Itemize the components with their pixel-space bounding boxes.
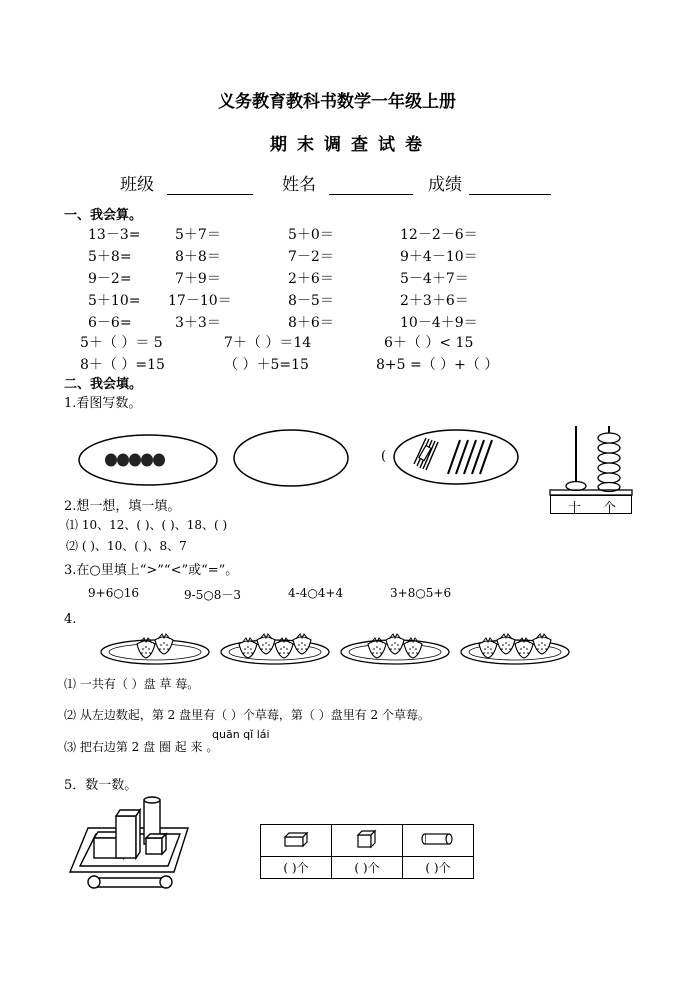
calc-item: 17－10＝: [168, 293, 232, 309]
strawberry-seed: [484, 648, 486, 650]
strawberry-seed: [283, 646, 285, 648]
strawberry-seed: [373, 648, 375, 650]
strawberry-seed: [391, 644, 393, 646]
strawberry-seed: [409, 648, 411, 650]
strawberry-seed: [145, 652, 147, 654]
fill-item: 8＋（ ）=15: [80, 357, 165, 373]
block-cart-figure: [66, 794, 206, 894]
strawberry-seed: [505, 648, 507, 650]
strawberry-seed: [379, 648, 381, 650]
strawberry-seed: [247, 646, 249, 648]
strawberry-seed: [520, 648, 522, 650]
strawberry-seed: [537, 648, 539, 650]
calc-item: 12－2－6＝: [400, 227, 478, 243]
shape-row: [261, 825, 474, 857]
strawberry-seed: [261, 648, 263, 650]
score-field: [428, 170, 551, 195]
strawberry-seed: [301, 648, 303, 650]
fill-item: 5＋（ ）＝ 5: [80, 335, 163, 351]
q4-pinyin: quān qǐ lái: [212, 728, 270, 741]
class-blank[interactable]: [167, 179, 253, 195]
strawberry-seed: [149, 652, 151, 654]
strawberry-seed: [376, 652, 378, 654]
strawberry-seed: [145, 646, 147, 648]
strawberry-seed: [298, 644, 300, 646]
strawberry-seed: [523, 652, 525, 654]
cylinder-cell: [403, 825, 474, 857]
strawberry-seed: [280, 648, 282, 650]
strawberry-seed: [244, 648, 246, 650]
calc-item: 5＋7＝: [175, 227, 221, 243]
strawberry-seed: [380, 652, 382, 654]
strawberry-seed: [544, 644, 546, 646]
calc-item: 5＋0＝: [288, 227, 334, 243]
strawberry-seed: [412, 652, 414, 654]
q3-label: 3.在○里填上“>”“<”或“=”。: [64, 563, 239, 578]
strawberry-seed: [287, 652, 289, 654]
name-blank[interactable]: [329, 179, 413, 195]
strawberry-seed: [163, 642, 165, 644]
section1-heading: 一、我会算。: [64, 208, 143, 223]
q1-paren: (: [381, 449, 387, 464]
q4-line: ⑴ 一共有（ ）盘 草 莓。: [64, 677, 200, 691]
strawberry-seed: [415, 648, 417, 650]
strawberry-seed: [526, 648, 528, 650]
abacus-figure: [550, 424, 634, 496]
abacus-label-box: [550, 495, 632, 514]
strawberry-seed: [502, 644, 504, 646]
strawberry-seed: [279, 652, 281, 654]
calc-item: 8＋6＝: [288, 315, 334, 331]
strawberry-seed: [376, 646, 378, 648]
strawberry-seed: [301, 642, 303, 644]
calc-item: 8－5＝: [288, 293, 334, 309]
strawberry-plate: [221, 634, 329, 664]
strawberry-plate: [461, 634, 569, 664]
strawberry-seed: [372, 652, 374, 654]
compare-item: 9-5○8－3: [184, 588, 242, 602]
name-label: 姓名: [282, 175, 316, 195]
fill-item: 8+5 =（ ）+（ ）: [376, 357, 499, 373]
strawberry-seed: [490, 648, 492, 650]
calc-item: 9＋4－10＝: [400, 249, 478, 265]
calc-item: 5＋8=: [88, 249, 132, 265]
strawberry-seed: [541, 642, 543, 644]
strawberry-seed: [160, 644, 162, 646]
fill-item: 7＋（ ）＝14: [224, 335, 312, 351]
strawberry-seed: [505, 642, 507, 644]
strawberry-seed: [141, 652, 143, 654]
q2-line: ⑴ 10、12、( )、( )、18、( ): [66, 518, 228, 532]
cube-cell: [332, 825, 403, 857]
score-label: 成绩: [428, 175, 462, 195]
calc-item: 5＋10=: [88, 293, 141, 309]
strawberry-seed: [519, 652, 521, 654]
compare-item: 3+8○5+6: [390, 586, 452, 600]
strawberry-plates-figure: [100, 622, 580, 672]
cylinder-count[interactable]: ( )个: [403, 857, 474, 879]
cuboid-cell: [261, 825, 332, 857]
calc-item: 2＋3＋6＝: [400, 293, 469, 309]
class-field: [120, 170, 253, 195]
sticks-oval-figure: [392, 428, 520, 486]
fill-item: 6＋（ ）< 15: [384, 335, 474, 351]
calc-item: 10－4＋9＝: [400, 315, 478, 331]
count-table: [260, 824, 474, 879]
strawberry-seed: [487, 646, 489, 648]
calc-item: 7＋9＝: [175, 271, 221, 287]
empty-oval-figure: [232, 428, 350, 488]
calc-item: 7－2＝: [288, 249, 334, 265]
calc-item: 6－6=: [88, 315, 132, 331]
strawberry-plate: [101, 634, 209, 664]
calc-item: 2＋6＝: [288, 271, 334, 287]
strawberry-seed: [390, 648, 392, 650]
strawberry-plate: [341, 634, 449, 664]
strawberry-seed: [523, 646, 525, 648]
score-blank[interactable]: [469, 179, 551, 195]
strawberry-seed: [541, 648, 543, 650]
strawberry-seed: [304, 644, 306, 646]
q2-label: 2.想一想，填一填。: [64, 499, 181, 514]
strawberry-seed: [250, 648, 252, 650]
strawberry-seed: [262, 644, 264, 646]
strawberry-seed: [148, 648, 150, 650]
strawberry-seed: [397, 644, 399, 646]
q4-label: 4.: [64, 612, 77, 627]
strawberry-seed: [265, 642, 267, 644]
strawberry-seed: [286, 648, 288, 650]
fill-item: （ ）＋5=15: [224, 357, 309, 373]
calc-item: 8＋8＝: [175, 249, 221, 265]
section2-heading: 二、我会填。: [64, 377, 143, 392]
strawberry-seed: [305, 648, 307, 650]
strawberry-seed: [297, 648, 299, 650]
beads-oval-figure: [78, 432, 218, 488]
strawberry-seed: [247, 652, 249, 654]
strawberry-seed: [509, 648, 511, 650]
strawberry-seed: [142, 648, 144, 650]
strawberry-seed: [283, 652, 285, 654]
q4-line: ⑵ 从左边数起，第 2 盘里有（ ）个草莓，第（ ）盘里有 2 个草莓。: [64, 708, 430, 722]
q4-line: ⑶ 把右边第 2 盘 圈 起 来 。: [64, 740, 219, 754]
strawberry-seed: [487, 652, 489, 654]
strawberry-seed: [527, 652, 529, 654]
name-field: [282, 170, 413, 195]
abacus-ones-label: 个: [603, 501, 617, 516]
exam-title: 义务教育教科书数学一年级上册: [218, 92, 456, 112]
strawberry-seed: [501, 648, 503, 650]
calc-item: 5－4＋7＝: [400, 271, 469, 287]
strawberry-seed: [412, 646, 414, 648]
cube-icon: [357, 830, 377, 848]
strawberry-seed: [483, 652, 485, 654]
strawberry-seed: [398, 648, 400, 650]
q2-line: ⑵ ( )、10、( )、8、7: [66, 539, 187, 553]
calc-item: 3＋3＝: [175, 315, 221, 331]
strawberry-seed: [408, 652, 410, 654]
calc-item: 13－3=: [88, 227, 141, 243]
strawberry-seed: [545, 648, 547, 650]
strawberry-seed: [394, 648, 396, 650]
strawberry-seed: [416, 652, 418, 654]
calc-item: 9－2=: [88, 271, 132, 287]
class-label: 班级: [120, 175, 154, 195]
strawberry-seed: [508, 644, 510, 646]
compare-item: 4-4○4+4: [288, 586, 344, 600]
cuboid-icon: [284, 831, 308, 847]
strawberry-seed: [538, 644, 540, 646]
strawberry-seed: [159, 648, 161, 650]
cuboid-count[interactable]: ( )个: [261, 857, 332, 879]
strawberry-seed: [243, 652, 245, 654]
q1-label: 1.看图写数。: [64, 396, 142, 411]
abacus-tens-label: 十: [568, 501, 582, 516]
q5-label: 5．数一数。: [64, 778, 138, 793]
cylinder-icon: [422, 832, 454, 846]
strawberry-seed: [265, 648, 267, 650]
strawberry-seed: [251, 652, 253, 654]
strawberry-seed: [166, 644, 168, 646]
answer-row: [261, 857, 474, 879]
strawberry-seed: [491, 652, 493, 654]
compare-item: 9+6○16: [88, 586, 140, 600]
cube-count[interactable]: ( )个: [332, 857, 403, 879]
strawberry-seed: [163, 648, 165, 650]
strawberry-seed: [394, 642, 396, 644]
strawberry-seed: [167, 648, 169, 650]
exam-subtitle: 期末调查试卷: [270, 135, 432, 155]
strawberry-seed: [268, 644, 270, 646]
strawberry-seed: [269, 648, 271, 650]
